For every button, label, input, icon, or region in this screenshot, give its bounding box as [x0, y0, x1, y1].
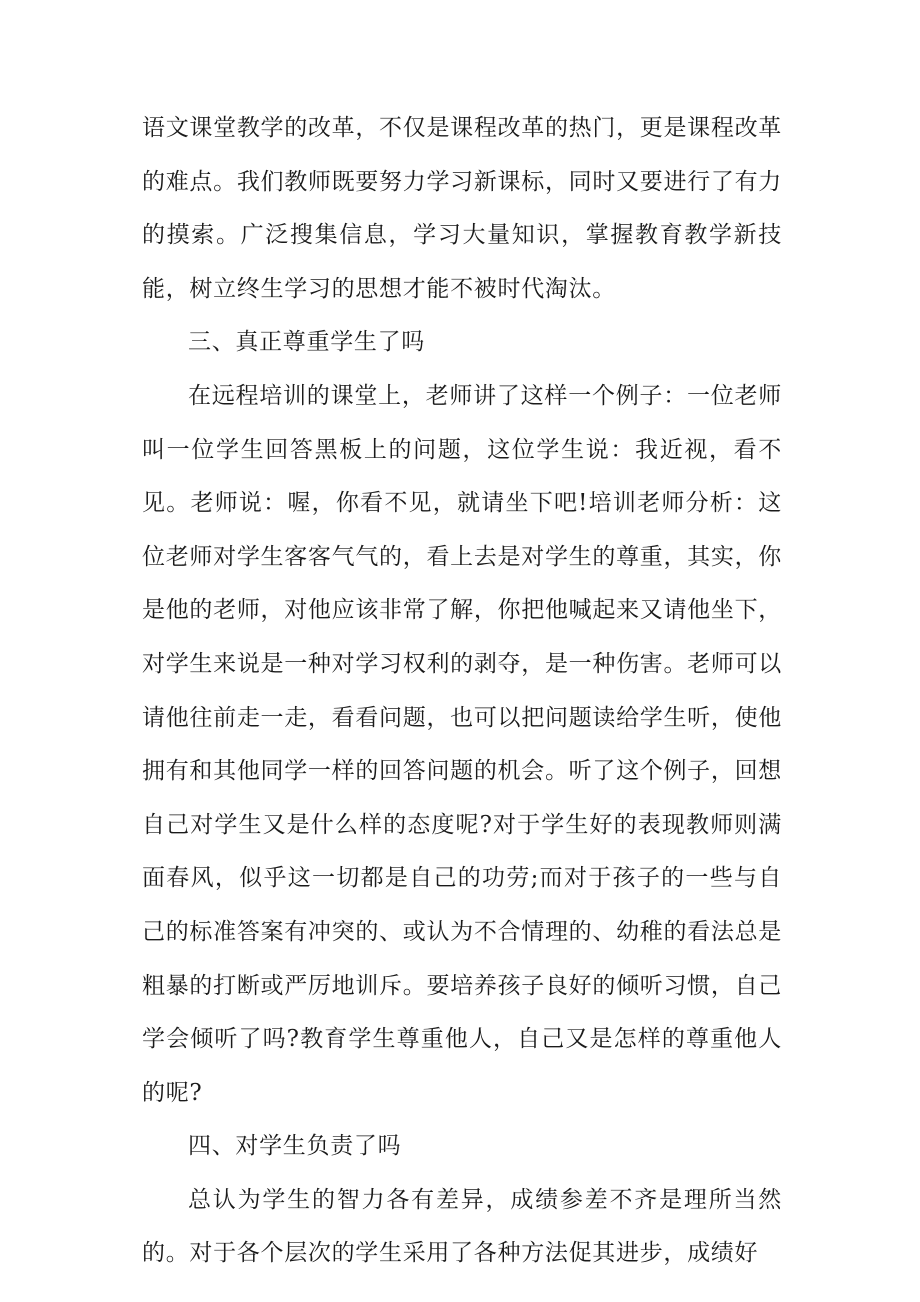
section-heading: 四、对学生负责了吗 — [188, 1133, 402, 1160]
body-paragraph: 语文课堂教学的改革，不仅是课程改革的热门，更是课程改革的难点。我们教师既要努力学习新课标，同时又要进行了有力的摸索。广泛搜集信息，学习大量知识，掌握教育教学新技能，树立终生学习的思想才能不被时代淘汰。 — [142, 115, 782, 302]
body-paragraph: 在远程培训的课堂上，老师讲了这样一个例子：一位老师叫一位学生回答黑板上的问题，这位学生说：我近视，看不见。老师说：喔，你看不见，就请坐下吧!培训老师分析：这位老师对学生客客气气的，看上去是对学生的尊重，其实，你是他的老师，对他应该非常了解，你把他喊起来又请他坐下，对学生来说是一种对学习权利的剥夺，是一种伤害。老师可以请他往前走一走，看看问题，也可以把问题读给学生听，使他拥有和其他同学一样的回答问题的机会。听了这个例子，回想自己对学生又是什么样的态度呢?对于学生好的表现教师则满面春风，似乎这一切都是自己的功劳;而对于孩子的一些与自己的标准答案有冲突的、或认为不合情理的、幼稚的看法总是粗暴的打断或严厉地训斥。要培养孩子良好的倾听习惯，自己学会倾听了吗?教育学生尊重他人，自己又是怎样的尊重他人的呢? — [142, 382, 782, 1106]
section-heading: 三、真正尊重学生了吗 — [188, 329, 425, 356]
body-paragraph: 总认为学生的智力各有差异，成绩参差不齐是理所当然的。对于各个层次的学生采用了各种方法促其进步，成绩好 — [142, 1186, 782, 1267]
document-page — [142, 102, 782, 1281]
